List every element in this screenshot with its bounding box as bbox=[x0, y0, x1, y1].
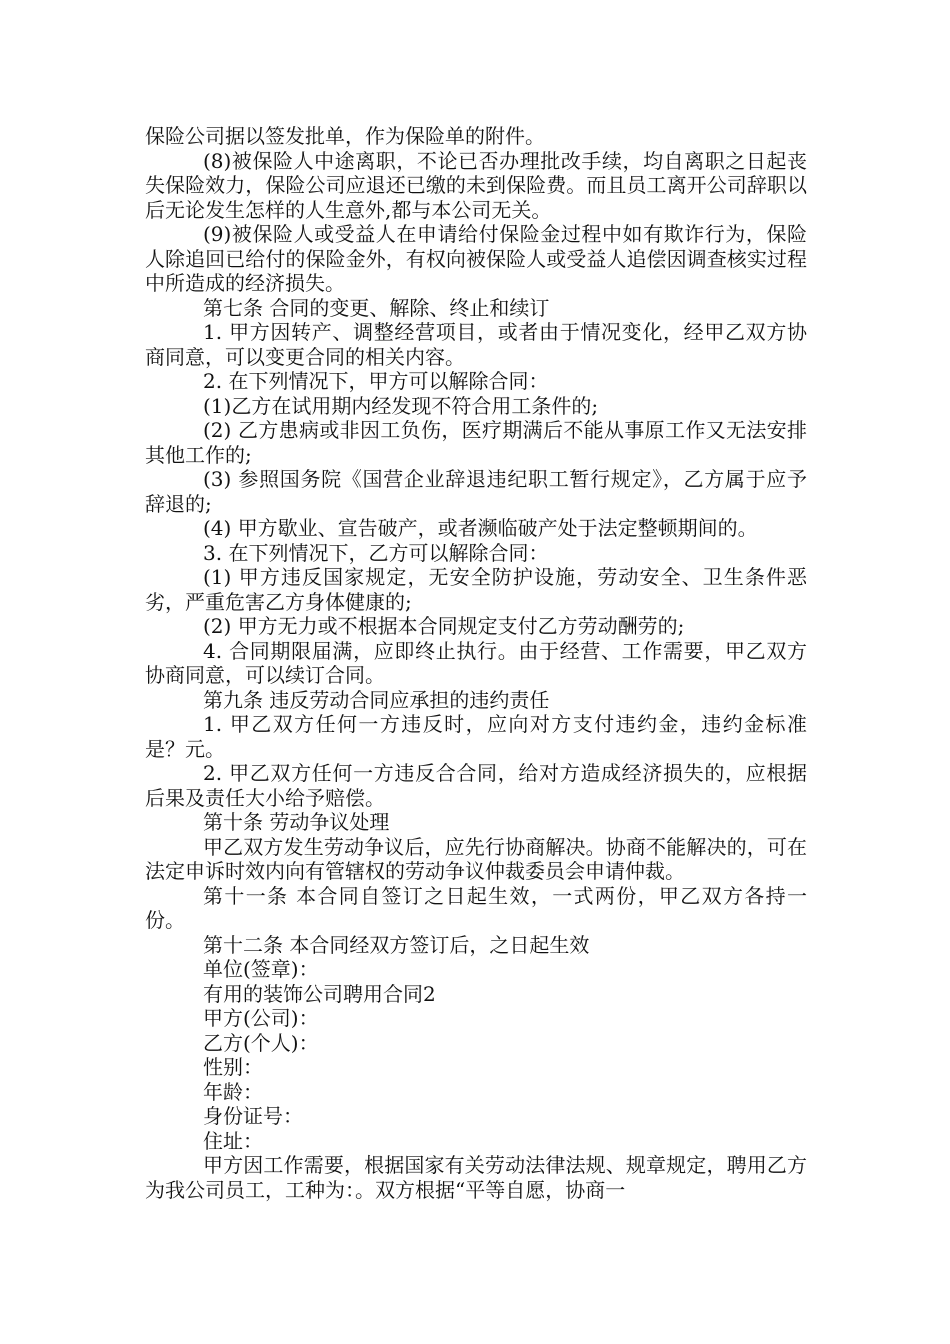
form-field-label: 身份证号： bbox=[203, 1104, 303, 1128]
list-item: (3) 参照国务院《国营企业辞退违纪职工暂行规定》，乙方属于应予辞退的; bbox=[145, 467, 807, 516]
paragraph: 2. 甲乙双方任何一方违反合合同，给对方造成经济损失的，应根据后果及责任大小给予赔偿。 bbox=[145, 761, 807, 810]
paragraph: 1. 甲方因转产、调整经营项目，或者由于情况变化，经甲乙双方协商同意，可以变更合同的相关内容。 bbox=[145, 320, 807, 369]
list-item: (2) 乙方患病或非因工负伤，医疗期满后不能从事原工作又无法安排其他工作的; bbox=[145, 418, 807, 467]
form-field-label: 性别： bbox=[203, 1055, 263, 1079]
form-field-label: 甲方(公司)： bbox=[203, 1006, 319, 1030]
paragraph: 甲方因工作需要，根据国家有关劳动法律法规、规章规定，聘用乙方为我公司员工，工种为：。双方根据“平等自愿，协商一 bbox=[145, 1153, 807, 1202]
section-heading: 第七条 合同的变更、解除、终止和续订 bbox=[203, 295, 550, 320]
paragraph: 2. 在下列情况下，甲方可以解除合同： bbox=[203, 369, 549, 393]
section-heading: 第十二条 本合同经双方签订后，之日起生效 bbox=[203, 932, 590, 957]
section-heading: 第十一条 本合同自签订之日起生效，一式两份，甲乙双方各持一份。 bbox=[145, 883, 807, 932]
paragraph: 3. 在下列情况下，乙方可以解除合同： bbox=[203, 540, 549, 565]
paragraph: 4. 合同期限届满，应即终止执行。由于经营、工作需要，甲乙双方协商同意，可以续订合同。 bbox=[145, 638, 807, 687]
paragraph: 甲乙双方发生劳动争议后，应先行协商解决。协商不能解决的，可在法定申诉时效内向有管辖权的劳动争议仲裁委员会申请仲裁。 bbox=[145, 834, 807, 883]
list-item: (2) 甲方无力或不根据本合同规定支付乙方劳动酬劳的; bbox=[203, 614, 685, 638]
list-item: (4) 甲方歇业、宣告破产，或者濒临破产处于法定整顿期间的。 bbox=[203, 516, 758, 540]
form-field-label: 年龄： bbox=[203, 1079, 263, 1104]
paragraph: 保险公司据以签发批单，作为保险单的附件。 bbox=[145, 124, 545, 148]
list-item: (1) 甲方违反国家规定，无安全防护设施，劳动安全、卫生条件恶劣，严重危害乙方身体健康的; bbox=[145, 565, 807, 614]
form-field-label: 住址： bbox=[203, 1128, 263, 1153]
list-item: (1)乙方在试用期内经发现不符合用工条件的; bbox=[203, 393, 599, 418]
paragraph: (8)被保险人中途离职，不论已否办理批改手续，均自离职之日起丧失保险效力，保险公司应退还已缴的未到保险费。而且员工离开公司辞职以后无论发生怎样的人生意外,都与本公司无关。 bbox=[145, 148, 807, 222]
section-heading: 第九条 违反劳动合同应承担的违约责任 bbox=[203, 687, 550, 712]
section-heading: 第十条 劳动争议处理 bbox=[203, 810, 390, 834]
paragraph: (9)被保险人或受益人在申请给付保险金过程中如有欺诈行为，保险人除追回已给付的保险金外，有权向被保险人或受益人追偿因调查核实过程中所造成的经济损失。 bbox=[145, 222, 807, 295]
form-field-label: 单位(签章)： bbox=[203, 957, 319, 981]
paragraph: 1. 甲乙双方任何一方违反时，应向对方支付违约金，违约金标准是？元。 bbox=[145, 712, 807, 761]
document-title: 有用的装饰公司聘用合同2 bbox=[203, 981, 436, 1006]
document-body bbox=[145, 124, 807, 1202]
form-field-label: 乙方(个人)： bbox=[203, 1030, 319, 1055]
